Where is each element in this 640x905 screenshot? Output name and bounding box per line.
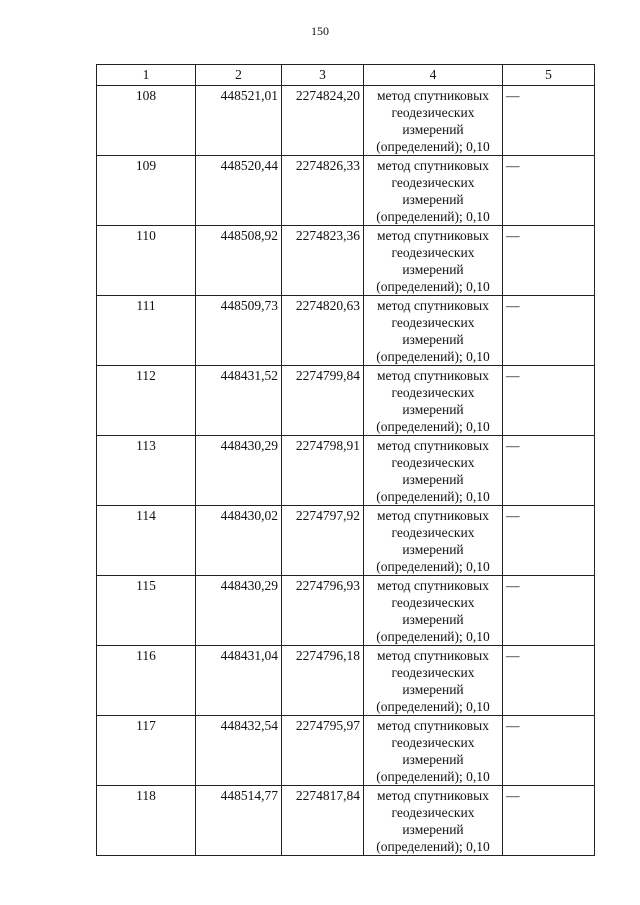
- header-col-5: 5: [503, 65, 595, 86]
- coordinate-x: 448430,29: [196, 576, 282, 646]
- table-body: [97, 86, 595, 856]
- coordinate-y: 2274798,91: [282, 436, 364, 506]
- note-cell: —: [503, 576, 595, 646]
- table-row: [97, 86, 595, 156]
- point-number: 111: [97, 296, 196, 366]
- page-number: 150: [311, 24, 329, 38]
- note-cell: —: [503, 226, 595, 296]
- note-cell: —: [503, 436, 595, 506]
- header-row: [97, 65, 595, 86]
- table-row: [97, 646, 595, 716]
- point-number: 112: [97, 366, 196, 436]
- coordinate-y: 2274799,84: [282, 366, 364, 436]
- note-cell: —: [503, 86, 595, 156]
- coordinates-table: [96, 64, 595, 856]
- table-row: [97, 786, 595, 856]
- coordinate-x: 448514,77: [196, 786, 282, 856]
- note-cell: —: [503, 506, 595, 576]
- coordinate-y: 2274824,20: [282, 86, 364, 156]
- coordinate-y: 2274826,33: [282, 156, 364, 226]
- table-row: [97, 716, 595, 786]
- coordinate-y: 2274797,92: [282, 506, 364, 576]
- coordinate-y: 2274796,18: [282, 646, 364, 716]
- table-row: [97, 436, 595, 506]
- measurement-method: метод спутниковых геодезических измерений (определений); 0,10: [364, 366, 503, 436]
- coordinate-x: 448520,44: [196, 156, 282, 226]
- coordinate-y: 2274796,93: [282, 576, 364, 646]
- measurement-method: метод спутниковых геодезических измерений (определений); 0,10: [364, 576, 503, 646]
- coordinate-y: 2274795,97: [282, 716, 364, 786]
- measurement-method: метод спутниковых геодезических измерений (определений); 0,10: [364, 436, 503, 506]
- point-number: 110: [97, 226, 196, 296]
- table-row: [97, 226, 595, 296]
- measurement-method: метод спутниковых геодезических измерений (определений); 0,10: [364, 156, 503, 226]
- coordinate-y: 2274817,84: [282, 786, 364, 856]
- note-cell: —: [503, 646, 595, 716]
- point-number: 117: [97, 716, 196, 786]
- point-number: 114: [97, 506, 196, 576]
- table-row: [97, 296, 595, 366]
- table-row: [97, 156, 595, 226]
- coordinate-x: 448509,73: [196, 296, 282, 366]
- point-number: 118: [97, 786, 196, 856]
- measurement-method: метод спутниковых геодезических измерений (определений); 0,10: [364, 506, 503, 576]
- coordinate-x: 448431,52: [196, 366, 282, 436]
- measurement-method: метод спутниковых геодезических измерений (определений); 0,10: [364, 786, 503, 856]
- coordinate-x: 448430,29: [196, 436, 282, 506]
- table-header: [97, 65, 595, 86]
- note-cell: —: [503, 156, 595, 226]
- table-row: [97, 506, 595, 576]
- note-cell: —: [503, 366, 595, 436]
- point-number: 115: [97, 576, 196, 646]
- coordinate-x: 448431,04: [196, 646, 282, 716]
- table-row: [97, 576, 595, 646]
- point-number: 116: [97, 646, 196, 716]
- measurement-method: метод спутниковых геодезических измерений (определений); 0,10: [364, 226, 503, 296]
- note-cell: —: [503, 716, 595, 786]
- measurement-method: метод спутниковых геодезических измерений (определений); 0,10: [364, 646, 503, 716]
- header-col-1: 1: [97, 65, 196, 86]
- measurement-method: метод спутниковых геодезических измерений (определений); 0,10: [364, 716, 503, 786]
- coordinate-x: 448521,01: [196, 86, 282, 156]
- coordinate-y: 2274823,36: [282, 226, 364, 296]
- note-cell: —: [503, 296, 595, 366]
- point-number: 113: [97, 436, 196, 506]
- coordinate-x: 448508,92: [196, 226, 282, 296]
- header-col-3: 3: [282, 65, 364, 86]
- point-number: 109: [97, 156, 196, 226]
- measurement-method: метод спутниковых геодезических измерений (определений); 0,10: [364, 296, 503, 366]
- coordinate-x: 448430,02: [196, 506, 282, 576]
- header-col-4: 4: [364, 65, 503, 86]
- coordinate-y: 2274820,63: [282, 296, 364, 366]
- coordinate-x: 448432,54: [196, 716, 282, 786]
- point-number: 108: [97, 86, 196, 156]
- header-col-2: 2: [196, 65, 282, 86]
- note-cell: —: [503, 786, 595, 856]
- measurement-method: метод спутниковых геодезических измерений (определений); 0,10: [364, 86, 503, 156]
- table-row: [97, 366, 595, 436]
